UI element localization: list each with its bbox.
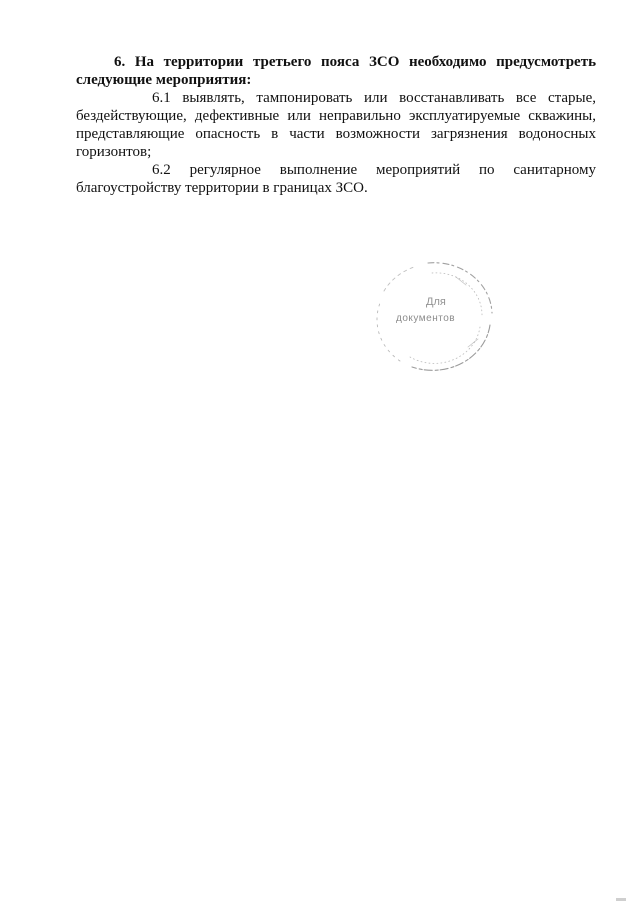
item-text: регулярное выполнение мероприятий по санитарному благоустройству территории в границах ЗСО. [76, 162, 597, 196]
document-body [76, 53, 596, 197]
item-number: 6.1 [152, 90, 171, 106]
stamp-seal-icon [370, 255, 500, 375]
scan-artifact [616, 898, 626, 901]
section-heading: 6. На территории третьего пояса ЗСО необходимо предусмотреть следующие мероприятия: [76, 54, 596, 88]
item-text: выявлять, тампонировать или восстанавливать все старые, бездействующие, дефективные или неправильно эксплуатируемые скважины, представляющие опасность в части возможности загрязнения водоносных горизонтов; [76, 90, 596, 160]
stamp-line-2: документов [396, 313, 456, 324]
faded-stamp [370, 255, 500, 375]
stamp-line-1: Для [426, 296, 446, 308]
list-item-6-1 [76, 89, 596, 161]
item-number: 6.2 [152, 162, 171, 178]
list-item-6-2 [76, 161, 596, 197]
